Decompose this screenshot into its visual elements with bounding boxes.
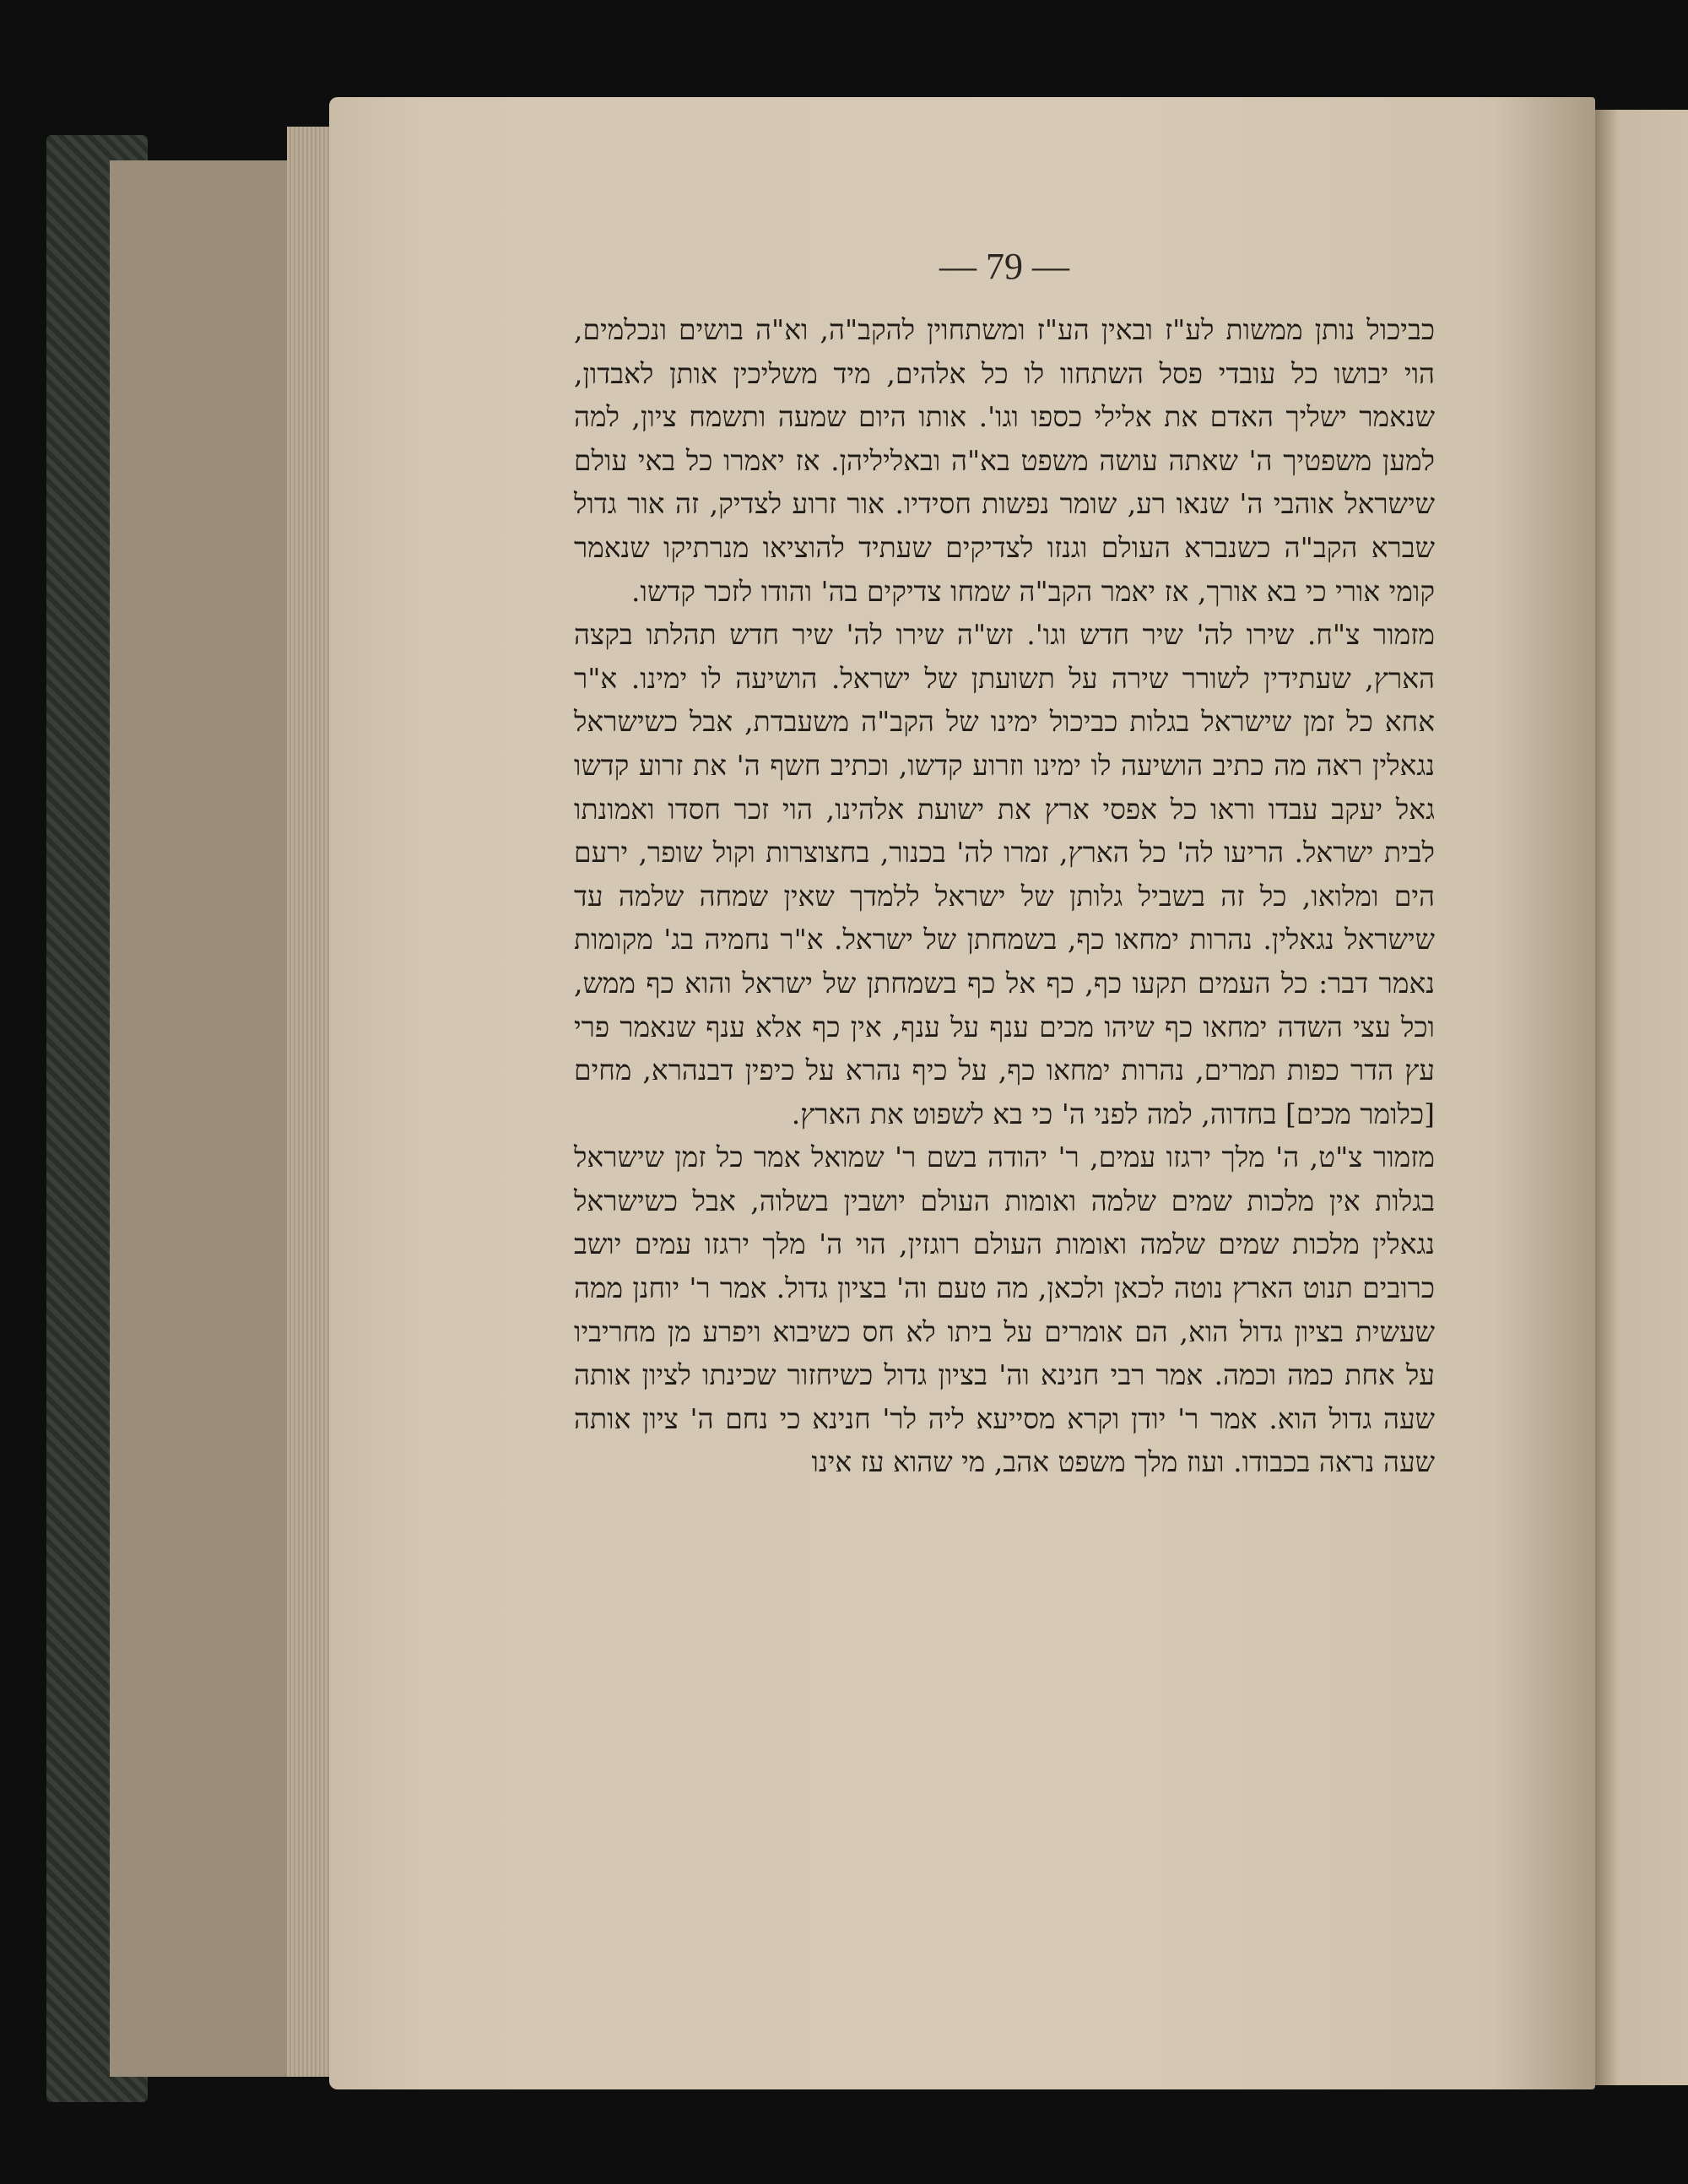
- paragraph-2: מזמור צ"ח. שירו לה' שיר חדש וגו'. זש"ה שירו לה' שיר חדש תהלתו בקצה הארץ, שעתידין לשורר שירה על תשועתן של ישראל. הושיעה לו ימינו. א"ר אחא כל זמן שישראל בגלות כביכול ימינו של הקב"ה משעבדת, אבל כשישראל נגאלין ראה מה כתיב הושיעה לו ימינו וזרוע קדשו, וכתיב חשף ה' את זרוע קדשו גאל יעקב עבדו וראו כל אפסי ארץ את ישועת אלהינו, הוי זכר חסדו ואמונתו לבית ישראל. הריעו לה' כל הארץ, זמרו לה' בכנור, בחצוצרות וקול שופר, ירעם הים ומלואו, כל זה בשביל גלותן של ישראל ללמדך שאין שמחה שלמה עד שישראל נגאלין. נהרות ימחאו כף, בשמחתן של ישראל. א"ר נחמיה בג' מקומות נאמר דבר: כל העמים תקעו כף, כף אל כף בשמחתן של ישראל והוא כף ממש, וכל עצי השדה ימחאו כף שיהו מכים ענף על ענף, אין כף אלא ענף שנאמר פרי עץ הדר כפות תמרים, נהרות ימחאו כף, על כיף נהרא על כיפין דבנהרא, מחים [כלומר מכים] בחדוה, למה לפני ה' כי בא לשפוט את הארץ.: [574, 618, 1436, 1130]
- page-number: — 79 —: [939, 246, 1069, 287]
- paragraph-3: מזמור צ"ט, ה' מלך ירגזו עמים, ר' יהודה בשם ר' שמואל אמר כל זמן שישראל בגלות אין מלכות שמים שלמה ואומות העולם יושבין בשלוה, אבל כשישראל נגאלין מלכות שמים שלמה ואומות העולם רוגזין, הוי ה' מלך ירגזו עמים יושב כרובים תנוט הארץ נוטה לכאן ולכאן, מה טעם וה' בציון גדול. אמר ר' יוחנן ממה שעשית בציון גדול הוא, הם אומרים על ביתו לא חס כשיבוא ויפרע מן מחריביו על אחת כמה וכמה. אמר רבי חנינא וה' בציון גדול כשיחזור שכינתו לציון אותה שעה גדול הוא. אמר ר' יודן וקרא מסייעא ליה לר' חנינא כי נחם ה' ציון אותה שעה נראה בכבודו. ועוז מלך משפט אהב, מי שהוא עז אינו: [574, 1141, 1435, 1479]
- facing-page-edge: [1595, 110, 1688, 2085]
- page-text: [574, 308, 1435, 1484]
- paragraph-1: כביכול נותן ממשות לע"ז ובאין הע"ז ומשתחוין להקב"ה, וא"ה בושים ונכלמים, הוי יבושו כל עובדי פסל השתחוו לו כל אלהים, מיד משליכין אותן לאבדון, שנאמר ישליך האדם את אלילי כספו וגו'. אותו היום שמעה ותשמח ציון, למה למען משפטיך ה' שאתה עושה משפט בא"ה ובאליליהן. אז יאמרו כל באי עולם שישראל אוהבי ה' שנאו רע, שומר נפשות חסידיו. אור זרוע לצדיק, זה אור גדול שברא הקב"ה כשנברא העולם וגנזו לצדיקים שעתיד להוציאו מנרתיקו שנאמר קומי אורי כי בא אורך, אז יאמר הקב"ה שמחו צדיקים בה' והודו לזכר קדשו.: [574, 313, 1435, 608]
